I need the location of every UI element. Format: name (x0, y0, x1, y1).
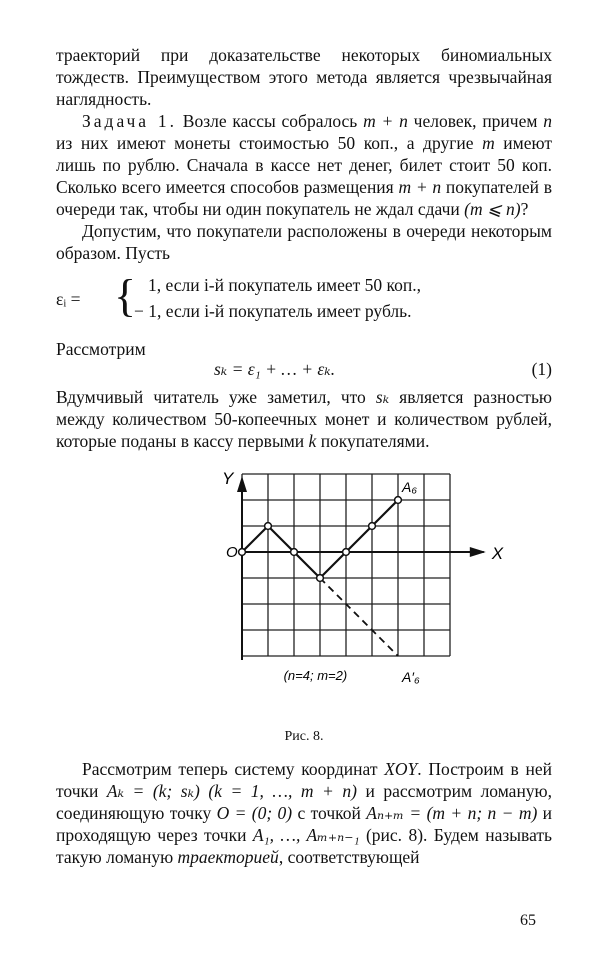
math-condition: (m ⩽ n) (464, 199, 521, 219)
text: и рассмотрим ломаную, соединяющую точку (56, 781, 553, 823)
figure-caption: Рис. 8. (284, 729, 324, 744)
equation-number: (1) (531, 359, 552, 379)
paragraph-task-1 (56, 110, 552, 220)
page-body (56, 44, 552, 868)
math-n: n (543, 111, 552, 131)
term-trajectory: траекторией (177, 847, 279, 867)
math-m-plus-n: m + n (398, 177, 442, 197)
text: покупателями. (316, 431, 430, 451)
trajectory-point (291, 549, 298, 556)
point-a6-label: A₆ (402, 479, 417, 495)
figure-8 (56, 462, 552, 722)
reflected-path (320, 578, 398, 656)
paragraph-reader (56, 386, 552, 452)
paragraph-coordinates (56, 758, 552, 868)
math-k-range: (k = 1, …, m + n) (208, 781, 357, 801)
trajectory-chart (156, 462, 504, 722)
axes (237, 476, 486, 660)
page-number: 65 (520, 912, 536, 929)
trajectory-point (317, 575, 324, 582)
math-m: m (482, 133, 495, 153)
text: , соответствующей (278, 847, 420, 867)
math-ah: Aₖ = (k; sₖ) (106, 781, 200, 801)
text: человек, причем (407, 111, 544, 131)
x-axis-arrow (470, 547, 486, 557)
math-xoy: XOY (384, 759, 418, 779)
case-row-1: 1, если i-й покупатель имеет 50 коп., (148, 275, 422, 295)
text: . Построим в ней точки (56, 759, 553, 801)
curly-brace: { (114, 270, 137, 321)
trajectory-point (265, 523, 272, 530)
math-points: A₁, …, Aₘ₊ₙ₋₁ (252, 825, 360, 845)
paragraph-intro: траекторий при доказательстве некоторых биномиальных тождеств. Преимуществом этого метода является чрезвычайная наглядность. (56, 45, 552, 109)
epsilon-lhs: εᵢ = (56, 289, 81, 309)
trajectory-point (239, 549, 246, 556)
x-axis-label: X (491, 544, 504, 563)
case-row-2: − 1, если i-й покупатель имеет рубль. (134, 301, 412, 321)
formula-block (56, 338, 552, 386)
y-axis-arrow (237, 476, 247, 492)
consider-label: Рассмотрим (56, 339, 146, 359)
math-sk: sₖ (375, 387, 390, 407)
text: имеют лишь по рублю. Сначала в кассе нет денег, билет стоит 50 коп. Сколько всего имеется способов размещения (56, 133, 553, 197)
paragraph-assume: Допустим, что покупатели расположены в очереди некоторым образом. Пусть (56, 221, 552, 263)
text: Рассмотрим теперь систему координат (82, 759, 385, 779)
text: (рис. 8). Будем называть такую ломаную (56, 825, 553, 867)
text: ? (520, 199, 529, 219)
text: является разностью между количеством 50-копеечных монет и количеством рублей, которые поданы в кассу первыми (56, 387, 553, 451)
trajectory-point (369, 523, 376, 530)
point-a6-prime-label: A′₆ (402, 669, 420, 685)
y-axis-label: Y (222, 469, 234, 488)
figure-note: (n=4; m=2) (283, 668, 348, 683)
text: покупателей в очереди так, чтобы ни один покупатель не ждал сдачи (56, 177, 553, 219)
sum-formula: sₖ = ε₁ + … + εₖ. (214, 359, 336, 379)
trajectory-point (343, 549, 350, 556)
task-label: Задача 1. (82, 111, 177, 131)
trajectory-point (395, 497, 402, 504)
math-m-plus-n: m + n (363, 111, 408, 131)
math-anm: Aₙ₊ₘ = (m + n; n − m) (366, 803, 538, 823)
text: с точкой (292, 803, 367, 823)
text: и проходящую через точки (56, 803, 553, 845)
math-origin: O = (0; 0) (216, 803, 293, 823)
epsilon-definition (56, 272, 552, 328)
math-k: k (308, 431, 317, 451)
origin-label: O (226, 544, 238, 561)
grid (242, 474, 450, 656)
text: из них имеют монеты стоимостью 50 коп., а другие (56, 133, 483, 153)
text: Вдумчивый читатель уже заметил, что (56, 387, 376, 407)
text: Возле кассы собралось (177, 111, 364, 131)
